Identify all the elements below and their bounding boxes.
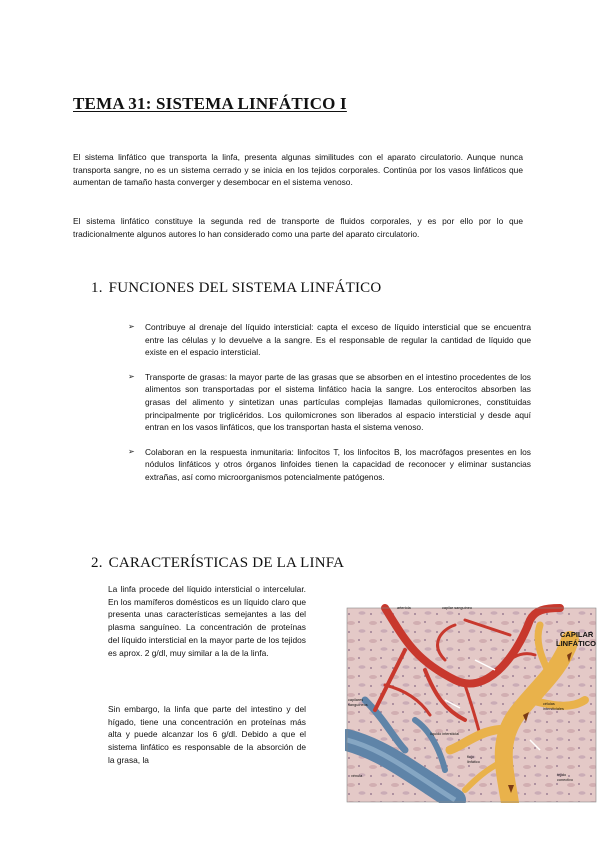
illustration-svg	[345, 600, 598, 803]
intro-paragraph-2: El sistema linfático constituye la segunda red de transporte de fluidos corporales, y es por ello por lo que tradicionalmente algunos autores lo han considerado como una parte del aparato circulatorio.	[73, 216, 523, 239]
label-capilares: capilares	[348, 698, 364, 702]
functions-list	[128, 321, 531, 496]
section-2-number: 2.	[91, 555, 103, 571]
section-1-number: 1.	[91, 280, 103, 296]
section-1-title: FUNCIONES DEL SISTEMA LINFÁTICO	[108, 280, 382, 296]
section-1-heading	[91, 280, 381, 297]
list-item-text: Transporte de grasas: la mayor parte de las grasas que se absorben en el intestino procedentes de los alimentos son transportadas por el sistema linfático hacia la sangre. Los enterocitos absorben las grasas del alimento y sintetizan unas partículas complejas llamadas quilomicrones, constituidas principalmente por triglicéridos. Los quilomicrones son liberados al espacio intersticial y desde aquí entran en los vasos linfáticos, que los transportan hasta el sistema venoso.	[145, 371, 531, 433]
list-item-text: Colaboran en la respuesta inmunitaria: linfocitos T, los linfocitos B, los macrófagos presentes en los nódulos linfáticos y otros órganos linfoides tienen la capacidad de reconocer y eliminar sustancias extrañas, así como microorganismos potencialmente patógenos.	[145, 446, 531, 482]
label-tejido: tejido	[557, 773, 567, 777]
section-2-heading	[91, 555, 344, 572]
section-2-title: CARACTERÍSTICAS DE LA LINFA	[108, 555, 345, 571]
lymphatic-capillary-illustration	[345, 600, 598, 803]
label-linfatico: linfático	[467, 760, 480, 764]
page-title: TEMA 31: SISTEMA LINFÁTICO I	[73, 94, 347, 113]
label-sanguineos: sanguíneos	[348, 703, 368, 707]
list-item	[128, 371, 531, 434]
arrow-bullet-icon: ➢	[128, 446, 135, 456]
label-capilar-sanguineo: capilar sanguíneo	[442, 606, 472, 610]
arrow-bullet-icon: ➢	[128, 322, 135, 331]
main-label-line-1: CAPILAR	[560, 630, 594, 639]
lymph-paragraph-2: Sin embargo, la linfa que parte del intestino y del hígado, tiene una concentración en proteínas más alta y puede alcanzar los 6 g/dl. Debido a que el sistema linfático es responsable de la absorción de la grasa, la	[108, 704, 306, 765]
list-item	[128, 446, 531, 484]
arrow-bullet-icon: ➢	[128, 371, 135, 381]
intro-paragraph-1: El sistema linfático que transporta la linfa, presenta algunas similitudes con el aparato circulatorio. Aunque nunca transporta sangre, no es un sistema cerrado y se inicia en los tejidos corporales. Continúa por los vasos linfáticos que aumentan de tamaño hasta converger y desembocar en el sistema venoso.	[73, 152, 523, 188]
label-intersticiales: intersticiales	[543, 707, 564, 711]
list-item	[128, 321, 531, 359]
label-flujo: flujo	[467, 755, 474, 759]
label-conectivo: conectivo	[557, 778, 574, 782]
lymph-paragraph-1: La linfa procede del líquido intersticial o intercelular. En los mamíferos domésticos es un líquido claro que presenta unas características semejantes a las del plasma sanguíneo. La concentración de proteínas del líquido intersticial en la mayor parte de los tejidos es aprox. 2 g/dl, muy similar a la de la linfa.	[108, 584, 306, 658]
label-venula: vénula	[351, 774, 363, 778]
list-item-text: Contribuye al drenaje del líquido intersticial: capta el exceso de líquido intersticial que se encuentra entre las células y lo devuelve a la sangre. Es el responsable de regular la cantidad de líquido que existe en el espacio intersticial.	[145, 322, 531, 358]
label-celulas: células	[543, 702, 555, 706]
label-arteriola: arteriola	[397, 606, 411, 610]
main-label-line-2: LINFÁTICO	[556, 639, 596, 648]
label-liquido-intersticial: líquido intersticial	[430, 732, 460, 736]
